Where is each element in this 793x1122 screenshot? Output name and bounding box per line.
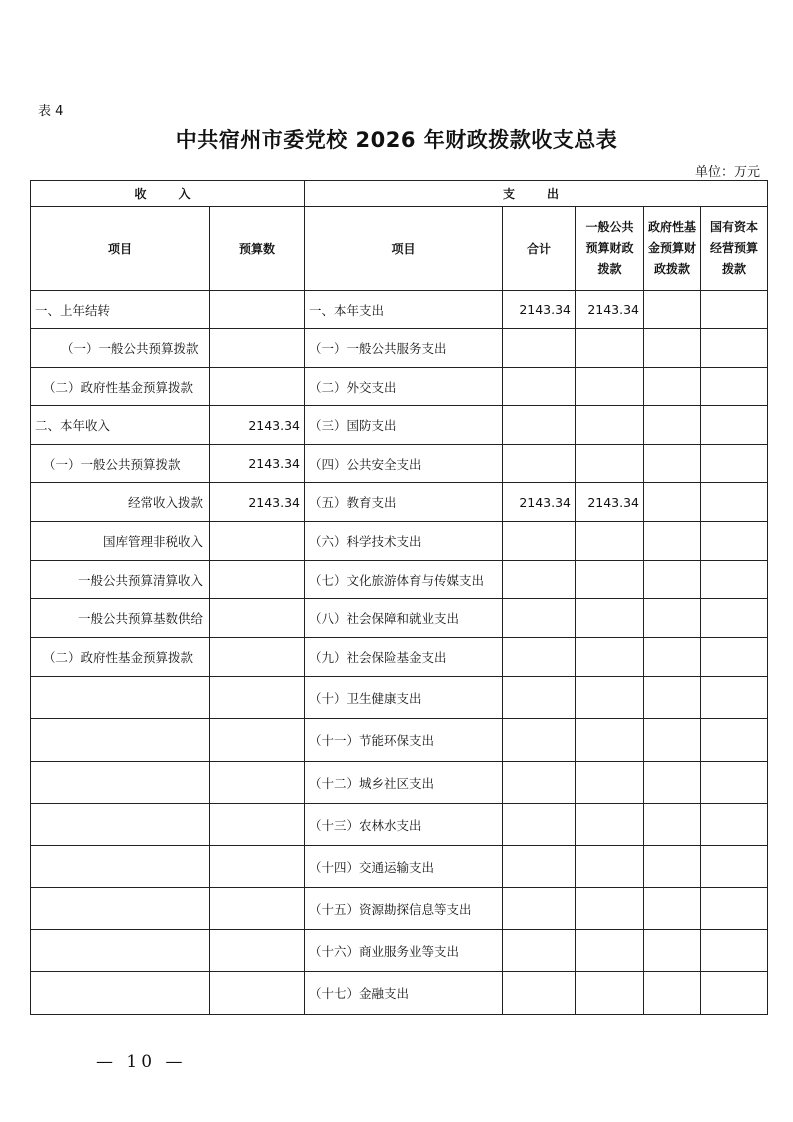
table-label: 表 4 — [38, 104, 64, 119]
state-capital-cell — [701, 599, 768, 638]
income-value-cell — [210, 599, 305, 638]
income-item-cell: （一）一般公共预算拨款 — [31, 329, 210, 368]
table-row — [31, 599, 768, 638]
table-row — [31, 930, 768, 972]
fund-budget-cell — [644, 638, 701, 677]
general-budget-cell — [576, 930, 644, 972]
fund-budget-cell — [644, 888, 701, 930]
total-cell — [503, 638, 576, 677]
state-capital-cell — [701, 972, 768, 1015]
expense-item-cell: （六）科学技术支出 — [305, 522, 503, 561]
general-budget-cell — [576, 846, 644, 888]
income-value-cell — [210, 368, 305, 406]
income-value-cell: 2143.34 — [210, 406, 305, 445]
expense-item-cell: （一）一般公共服务支出 — [305, 329, 503, 368]
income-item-cell: （一）一般公共预算拨款 — [31, 445, 210, 483]
col-state-capital: 国有资本经营预算拨款 — [701, 207, 768, 291]
fund-budget-cell — [644, 599, 701, 638]
col-income-item: 项目 — [31, 207, 210, 291]
expense-item-cell: 一、本年支出 — [305, 291, 503, 329]
fund-budget-cell — [644, 329, 701, 368]
table-row — [31, 329, 768, 368]
income-item-cell — [31, 972, 210, 1015]
state-capital-cell — [701, 762, 768, 804]
state-capital-cell — [701, 561, 768, 599]
income-value-cell — [210, 804, 305, 846]
total-cell — [503, 972, 576, 1015]
state-capital-cell — [701, 522, 768, 561]
state-capital-cell — [701, 368, 768, 406]
expense-item-cell: （十二）城乡社区支出 — [305, 762, 503, 804]
fund-budget-cell — [644, 483, 701, 522]
fund-budget-cell — [644, 719, 701, 762]
table-row — [31, 972, 768, 1015]
income-item-cell — [31, 888, 210, 930]
unit-label: 单位：万元 — [694, 165, 760, 180]
col-expense-item: 项目 — [305, 207, 503, 291]
general-budget-cell — [576, 561, 644, 599]
general-budget-cell — [576, 972, 644, 1015]
budget-table — [30, 180, 768, 1015]
fund-budget-cell — [644, 561, 701, 599]
income-value-cell — [210, 638, 305, 677]
expense-item-cell: （十）卫生健康支出 — [305, 677, 503, 719]
expense-item-cell: （十一）节能环保支出 — [305, 719, 503, 762]
state-capital-cell — [701, 930, 768, 972]
general-budget-cell — [576, 888, 644, 930]
table-row — [31, 846, 768, 888]
table-row — [31, 719, 768, 762]
section-header-row — [31, 181, 768, 207]
income-value-cell: 2143.34 — [210, 483, 305, 522]
col-total: 合计 — [503, 207, 576, 291]
general-budget-cell — [576, 719, 644, 762]
table-row — [31, 445, 768, 483]
income-value-cell — [210, 561, 305, 599]
table-row — [31, 406, 768, 445]
income-item-cell — [31, 804, 210, 846]
income-item-cell — [31, 846, 210, 888]
fund-budget-cell — [644, 677, 701, 719]
general-budget-cell — [576, 445, 644, 483]
fund-budget-cell — [644, 972, 701, 1015]
state-capital-cell — [701, 406, 768, 445]
table-row — [31, 561, 768, 599]
expense-item-cell: （八）社会保障和就业支出 — [305, 599, 503, 638]
total-cell — [503, 804, 576, 846]
fund-budget-cell — [644, 804, 701, 846]
state-capital-cell — [701, 846, 768, 888]
total-cell — [503, 888, 576, 930]
state-capital-cell — [701, 291, 768, 329]
income-value-cell — [210, 719, 305, 762]
state-capital-cell — [701, 483, 768, 522]
general-budget-cell — [576, 522, 644, 561]
total-cell: 2143.34 — [503, 291, 576, 329]
income-value-cell — [210, 972, 305, 1015]
fund-budget-cell — [644, 445, 701, 483]
general-budget-cell: 2143.34 — [576, 483, 644, 522]
income-value-cell — [210, 930, 305, 972]
total-cell: 2143.34 — [503, 483, 576, 522]
state-capital-cell — [701, 804, 768, 846]
expense-section-header: 支 出 — [305, 181, 768, 207]
income-item-cell: 二、本年收入 — [31, 406, 210, 445]
col-fund-budget: 政府性基金预算财政拨款 — [644, 207, 701, 291]
total-cell — [503, 329, 576, 368]
total-cell — [503, 930, 576, 972]
fund-budget-cell — [644, 930, 701, 972]
income-value-cell: 2143.34 — [210, 445, 305, 483]
income-value-cell — [210, 888, 305, 930]
total-cell — [503, 677, 576, 719]
expense-item-cell: （十六）商业服务业等支出 — [305, 930, 503, 972]
general-budget-cell: 2143.34 — [576, 291, 644, 329]
general-budget-cell — [576, 638, 644, 677]
total-cell — [503, 522, 576, 561]
fund-budget-cell — [644, 368, 701, 406]
general-budget-cell — [576, 599, 644, 638]
income-item-cell: 一般公共预算清算收入 — [31, 561, 210, 599]
income-value-cell — [210, 677, 305, 719]
income-item-cell: （二）政府性基金预算拨款 — [31, 368, 210, 406]
page-number: — 10 — — [96, 1052, 187, 1072]
total-cell — [503, 762, 576, 804]
income-item-cell: 国库管理非税收入 — [31, 522, 210, 561]
table-row — [31, 888, 768, 930]
general-budget-cell — [576, 329, 644, 368]
total-cell — [503, 719, 576, 762]
state-capital-cell — [701, 677, 768, 719]
total-cell — [503, 445, 576, 483]
income-item-cell — [31, 762, 210, 804]
general-budget-cell — [576, 406, 644, 445]
fund-budget-cell — [644, 522, 701, 561]
table-row — [31, 638, 768, 677]
income-value-cell — [210, 846, 305, 888]
state-capital-cell — [701, 719, 768, 762]
income-item-cell — [31, 677, 210, 719]
expense-item-cell: （五）教育支出 — [305, 483, 503, 522]
expense-item-cell: （十七）金融支出 — [305, 972, 503, 1015]
income-item-cell: 一、上年结转 — [31, 291, 210, 329]
state-capital-cell — [701, 329, 768, 368]
income-item-cell: （二）政府性基金预算拨款 — [31, 638, 210, 677]
state-capital-cell — [701, 638, 768, 677]
table-row — [31, 762, 768, 804]
table-row — [31, 291, 768, 329]
expense-item-cell: （九）社会保险基金支出 — [305, 638, 503, 677]
expense-item-cell: （七）文化旅游体育与传媒支出 — [305, 561, 503, 599]
income-item-cell: 一般公共预算基数供给 — [31, 599, 210, 638]
income-value-cell — [210, 762, 305, 804]
expense-item-cell: （十五）资源勘探信息等支出 — [305, 888, 503, 930]
table-row — [31, 677, 768, 719]
total-cell — [503, 599, 576, 638]
general-budget-cell — [576, 762, 644, 804]
total-cell — [503, 846, 576, 888]
expense-item-cell: （四）公共安全支出 — [305, 445, 503, 483]
fund-budget-cell — [644, 291, 701, 329]
income-item-cell: 经常收入拨款 — [31, 483, 210, 522]
fund-budget-cell — [644, 846, 701, 888]
fund-budget-cell — [644, 406, 701, 445]
income-section-header: 收 入 — [31, 181, 305, 207]
table-row — [31, 522, 768, 561]
state-capital-cell — [701, 445, 768, 483]
fund-budget-cell — [644, 762, 701, 804]
table-row — [31, 368, 768, 406]
col-income-budget: 预算数 — [210, 207, 305, 291]
state-capital-cell — [701, 888, 768, 930]
table-row — [31, 483, 768, 522]
income-value-cell — [210, 291, 305, 329]
expense-item-cell: （十四）交通运输支出 — [305, 846, 503, 888]
column-header-row — [31, 207, 768, 291]
income-value-cell — [210, 522, 305, 561]
col-general-budget: 一般公共预算财政拨款 — [576, 207, 644, 291]
expense-item-cell: （三）国防支出 — [305, 406, 503, 445]
total-cell — [503, 406, 576, 445]
expense-item-cell: （十三）农林水支出 — [305, 804, 503, 846]
general-budget-cell — [576, 804, 644, 846]
page-title: 中共宿州市委党校 2026 年财政拨款收支总表 — [175, 128, 618, 152]
total-cell — [503, 561, 576, 599]
total-cell — [503, 368, 576, 406]
income-value-cell — [210, 329, 305, 368]
income-item-cell — [31, 930, 210, 972]
expense-item-cell: （二）外交支出 — [305, 368, 503, 406]
general-budget-cell — [576, 677, 644, 719]
general-budget-cell — [576, 368, 644, 406]
table-row — [31, 804, 768, 846]
income-item-cell — [31, 719, 210, 762]
